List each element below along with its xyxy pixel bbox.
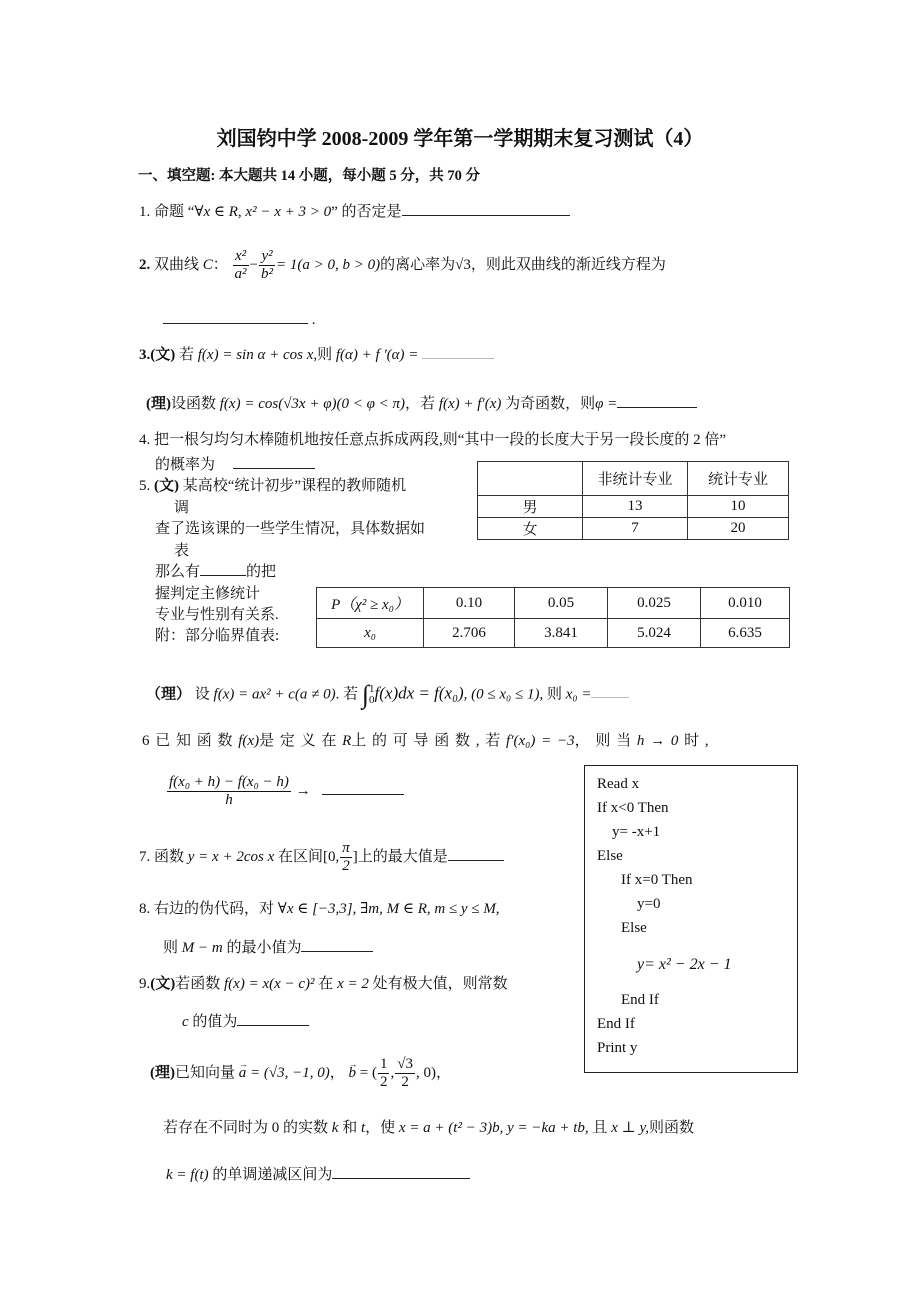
code-line: Else — [621, 920, 647, 936]
q3-ask: f(α) + f '(α) = — [335, 347, 419, 363]
q7-interval-frac — [340, 840, 352, 876]
code-line: End If — [621, 992, 659, 1008]
q1-suffix: 的否定是 — [341, 204, 402, 220]
q2-text-end: ，则此双曲线的渐近线方程为 — [470, 257, 666, 274]
q8-prefix: 右边的伪代码，对 — [154, 901, 275, 917]
q5li-middle: . 若 — [335, 686, 359, 703]
q3li-prefix: 设函数 — [171, 396, 217, 412]
q3-formula: f(x) = sin α + cos x — [197, 347, 314, 363]
code-line: Print y — [597, 1040, 638, 1056]
q6-fx: f(x) — [238, 733, 260, 749]
q2-eccentricity: √3 — [455, 257, 471, 274]
table-cell: 10 — [688, 496, 789, 518]
q2-frac-2 — [259, 248, 275, 284]
gender-major-table — [477, 461, 789, 540]
q5li-ask: x₀ = — [565, 686, 592, 703]
q9-prefix: 若函数 — [175, 976, 221, 992]
q1-formula: ∀x ∈ R, x² − x + 3 > 0 — [194, 204, 332, 220]
q9li-prefix: 已知向量 — [175, 1065, 236, 1082]
table-cell: 7 — [583, 518, 688, 540]
q9li-b1-num: 1 — [378, 1056, 390, 1074]
table-cell: 5.024 — [608, 619, 701, 648]
q9li-b2-den: 2 — [401, 1074, 409, 1091]
table-cell: 0.025 — [608, 588, 701, 619]
q9-line2-suffix: 的值为 — [192, 1014, 238, 1030]
question-9-li: (理)已知向量 → a = (√3, −1, 0)， → b = ( $\frac{1}{2}$ , $\frac{√3}{2}$ , 0)， — [150, 1056, 451, 1092]
q9li-b1-den: 2 — [379, 1074, 388, 1091]
q5-line6: 附：部分临界值表: — [155, 628, 280, 644]
code-line: y=0 — [637, 896, 661, 912]
q9li-tag: (理) — [150, 1065, 175, 1082]
q2-answer-line — [163, 308, 316, 329]
q5-answer-blank[interactable] — [200, 560, 246, 576]
q8-line2-suffix: 的最小值为 — [226, 940, 302, 956]
q2-answer-blank[interactable] — [163, 308, 308, 324]
q9li-end: ， — [435, 1065, 451, 1082]
q9-middle: 在 — [318, 976, 334, 992]
q5li-integrand: f(x)dx = f(x₀) — [374, 683, 464, 703]
q9-at: x = 2 — [337, 976, 369, 992]
q9li-t: t — [360, 1120, 366, 1136]
q4-line2-row — [155, 453, 315, 474]
q4-line2: 的概率为 — [155, 457, 216, 473]
q9li-and: 和 — [342, 1120, 358, 1136]
q3li-formula: f(x) = cos(√3x + φ)(0 < φ < π) — [219, 396, 406, 412]
q2-frac2-num: y² — [259, 248, 275, 266]
q2-frac2-den: b² — [261, 266, 274, 283]
q3li-text: 为奇函数，则 — [505, 396, 596, 412]
question-3-li — [146, 392, 697, 413]
q5-line2: 查了选该课的一些学生情况，具体数据如 — [155, 521, 426, 537]
q9li-vec-b-close: , 0) — [415, 1065, 436, 1082]
q3-number: 3.(文) — [139, 347, 176, 363]
table-row — [478, 518, 789, 540]
q7-formula: y = x + 2cos x — [187, 849, 275, 866]
table-cell: 男 — [478, 496, 583, 518]
q2-curve: C — [202, 257, 213, 274]
table-header-cell — [478, 462, 583, 496]
section-heading: 一、填空题: 本大题共 14 小题，每小题 5 分，共 70 分 — [138, 168, 480, 184]
q5li-upper: 1 — [369, 683, 375, 695]
q5-line5: 专业与性别有关系. — [155, 607, 279, 623]
q3li-ask: φ = — [595, 396, 618, 412]
q6-text2: 是 定 义 在 — [259, 733, 337, 749]
table-row-label: x₀ — [317, 619, 424, 648]
q7-frac-num: π — [340, 840, 352, 858]
question-1 — [139, 200, 570, 221]
table-cell: 20 — [688, 518, 789, 540]
question-6 — [142, 729, 709, 750]
q6-text4: ， 则 当 — [574, 733, 632, 749]
q5li-tag: （理） — [146, 686, 192, 703]
q2-frac-1 — [233, 248, 249, 284]
table-cell: 13 — [583, 496, 688, 518]
q4-answer-blank[interactable] — [233, 453, 315, 469]
q2-text-mid: 的离心率为 — [380, 257, 456, 274]
question-3-wen — [139, 343, 494, 364]
code-line: Else — [597, 848, 623, 864]
q5-line3b: 的把 — [246, 564, 277, 580]
q1-quote-open: “ — [187, 204, 195, 220]
q2-colon: ： — [212, 257, 228, 274]
q2-condition: = 1(a > 0, b > 0) — [276, 257, 381, 274]
q6-limit: h → 0 — [636, 733, 679, 749]
code-line: y= -x+1 — [612, 824, 661, 840]
question-7 — [139, 840, 504, 876]
q3-prefix: 若 — [179, 347, 195, 363]
q9li-use: ，使 — [365, 1120, 396, 1136]
q3li-answer-blank[interactable] — [617, 392, 697, 408]
q9li-vec-b-open: = ( — [359, 1065, 377, 1082]
code-line: y= x² − 2x − 1 — [637, 956, 732, 973]
critical-value-table — [316, 587, 790, 648]
q9-answer-blank[interactable] — [237, 1010, 309, 1026]
code-line: If x<0 Then — [597, 800, 669, 816]
q9-suffix: 处有极大值，则常数 — [372, 976, 508, 992]
q6-deriv: f′(x₀) = −3 — [506, 733, 575, 749]
q6-arrow: → — [295, 783, 311, 800]
table-cell: 3.841 — [515, 619, 608, 648]
code-line: End If — [597, 1016, 635, 1032]
q9li-vec-a-val: = (√3, −1, 0) — [250, 1065, 330, 1082]
q3li-tag: (理) — [146, 396, 171, 412]
q9li-x-def: x = a + (t² − 3)b, y = −ka + tb, — [398, 1120, 589, 1136]
q1-answer-blank[interactable] — [402, 200, 570, 216]
q9-tag: (文) — [150, 976, 176, 992]
q9li-b2-num: √3 — [395, 1056, 415, 1074]
table-header-cell: 统计专业 — [688, 462, 789, 496]
q9li-perp: x ⊥ y, — [611, 1120, 650, 1136]
q6-answer-blank[interactable] — [322, 779, 404, 795]
q8-answer-blank[interactable] — [301, 936, 373, 952]
q9li-line3 — [166, 1163, 470, 1184]
q1-quote-close: ” — [331, 204, 338, 220]
question-4 — [139, 428, 726, 449]
q9li-qie: 且 — [592, 1120, 608, 1136]
q7-suffix: 上的最大值是 — [357, 849, 448, 866]
code-line: Read x — [597, 776, 640, 792]
q9-line2 — [182, 1010, 309, 1031]
q9li-line2-prefix: 若存在不同时为 0 的实数 — [163, 1120, 329, 1136]
q6-number: 6 — [142, 733, 150, 749]
q3li-middle: ，若 — [405, 396, 436, 412]
table-header-cell: 非统计专业 — [583, 462, 688, 496]
q5li-then: , 则 — [539, 686, 562, 703]
q7-middle: 在区间 — [277, 849, 323, 866]
q9li-b2-frac — [395, 1056, 415, 1092]
q1-number: 1. — [139, 204, 151, 220]
question-2: 2. 双曲线 C： $\frac{\text{x²}}{\text{a²}}$ − $\frac{\text{y²}}{\text{b²}}$ = 1(a > 0, b > 0)的离心率为√3，则此双曲线的渐近线方程为 — [139, 248, 666, 283]
q6-text5: 时 , — [684, 733, 709, 749]
q6-text: 已 知 函 数 — [155, 733, 233, 749]
q5-number: 5. — [139, 478, 151, 494]
q9li-sep: ， — [329, 1065, 345, 1082]
integral-sign-icon: ∫ — [361, 680, 370, 709]
q9-number: 9. — [139, 976, 151, 992]
q5li-prefix: 设 — [194, 686, 210, 703]
table-cell: 女 — [478, 518, 583, 540]
q5li-lower: 0 — [369, 694, 375, 706]
table-row — [317, 619, 790, 648]
table-row — [478, 496, 789, 518]
q8-formula: ∀x ∈ [−3,3], ∃m, M ∈ R, m ≤ y ≤ M, — [277, 901, 500, 917]
q7-interval-close: ] — [352, 849, 358, 866]
q6-fraction — [167, 774, 291, 810]
page-title: 刘国钧中学 2008-2009 学年第一学期期末复习测试（4） — [216, 128, 704, 150]
q9-line2-var: c — [182, 1014, 189, 1030]
question-9-wen — [139, 972, 508, 993]
q5-line1b: 调 — [174, 500, 190, 516]
table-header-row — [478, 462, 789, 496]
q7-frac-den: 2 — [342, 858, 350, 875]
q2-number: 2. — [139, 257, 151, 274]
q3-middle: ,则 — [313, 347, 333, 363]
q9li-vec-a: → a — [239, 1065, 247, 1082]
question-8 — [139, 897, 500, 918]
q5li-formula: f(x) = ax² + c(a ≠ 0) — [213, 686, 336, 703]
question-5-li — [146, 680, 629, 710]
q6-frac-den: h — [225, 792, 233, 809]
table-cell: 0.10 — [424, 588, 515, 619]
q2-frac1-num: x² — [233, 248, 249, 266]
pseudocode-box — [584, 765, 798, 1073]
q6-frac-num: f(x₀ + h) − f(x₀ − h) — [167, 774, 291, 792]
q8-number: 8. — [139, 901, 151, 917]
q6-text3: 上 的 可 导 函 数 , 若 — [351, 733, 501, 749]
q7-prefix: 函数 — [154, 849, 185, 866]
table-cell: 6.635 — [701, 619, 790, 648]
q7-interval-open: [0, — [323, 849, 340, 866]
q7-number: 7. — [139, 849, 151, 866]
q5-line4: 握判定主修统计 — [155, 586, 261, 602]
q6-R: R — [342, 733, 352, 749]
table-cell: 2.706 — [424, 619, 515, 648]
table-cell: 0.05 — [515, 588, 608, 619]
q9li-line3-formula: k = f(t) — [166, 1167, 209, 1183]
q6-fraction-row — [166, 774, 404, 810]
q9li-b1-frac — [378, 1056, 390, 1092]
table-row — [317, 588, 790, 619]
q8-line2-formula: M − m — [181, 940, 223, 956]
code-line: If x=0 Then — [621, 872, 693, 888]
table-row-label: P（χ² ≥ x₀） — [317, 588, 424, 619]
q9li-line2 — [163, 1116, 694, 1137]
q2-frac1-den: a² — [234, 266, 247, 283]
q2-prefix: 双曲线 — [154, 257, 200, 274]
q5-line2b: 表 — [174, 543, 190, 559]
q7-answer-blank[interactable] — [448, 845, 504, 861]
q3-answer-blank[interactable] — [422, 343, 494, 359]
q9li-vec-b: → b — [349, 1065, 357, 1082]
q2-tail: . — [311, 312, 316, 328]
q5li-range: , (0 ≤ x₀ ≤ 1) — [463, 686, 540, 703]
q9li-answer-blank[interactable] — [332, 1163, 470, 1179]
q8-line2 — [163, 936, 373, 957]
q3li-cond: f(x) + f′(x) — [438, 396, 502, 412]
q4-line1: 把一根匀均匀木棒随机地按任意点拆成两段,则“其中一段的长度大于另一段长度的 2 倍” — [154, 432, 727, 448]
q5-line3a: 那么有 — [155, 564, 201, 580]
q5-line3 — [155, 560, 276, 581]
q5-line1-text: 某高校“统计初步”课程的教师随机 — [182, 478, 407, 494]
table-cell: 0.010 — [701, 588, 790, 619]
q4-number: 4. — [139, 432, 151, 448]
q9li-then-fn: 则函数 — [649, 1120, 695, 1136]
q5-line1 — [139, 474, 406, 495]
q5-tag: (文) — [154, 478, 179, 494]
q5li-answer-blank[interactable] — [591, 682, 629, 698]
q1-prefix: 命题 — [154, 204, 185, 220]
q8-line2-prefix: 则 — [163, 940, 179, 956]
q9-formula: f(x) = x(x − c)² — [224, 976, 315, 992]
q9li-k: k — [331, 1120, 339, 1136]
q9li-line3-suffix: 的单调递减区间为 — [212, 1167, 333, 1183]
